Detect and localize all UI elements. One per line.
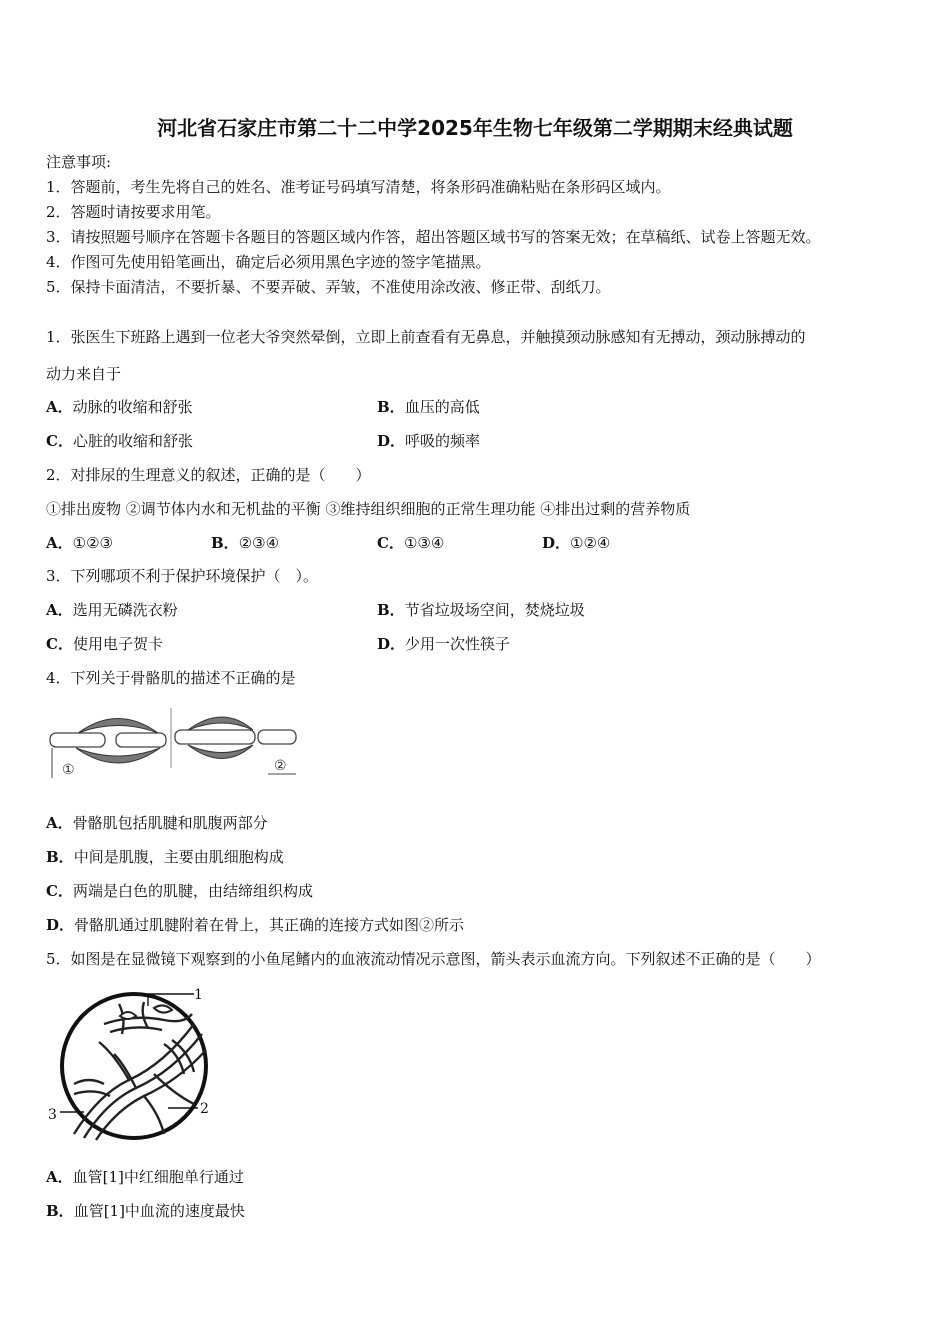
option-letter: A． [46, 534, 73, 552]
option-letter: D． [46, 916, 75, 934]
q2-statements: ①排出废物 ②调节体内水和无机盐的平衡 ③维持组织细胞的正常生理功能 ④排出过剩的营养物质 [46, 500, 691, 518]
blood-flow-figure [44, 984, 234, 1144]
figure-label-1: ① [62, 762, 75, 778]
q2-option-a [46, 533, 113, 553]
q3-option-c [46, 634, 163, 654]
q1-stem: 1．张医生下班路上遇到一位老大爷突然晕倒，立即上前查看有无鼻息，并触摸颈动脉感知有无搏动，颈动脉搏动的 [46, 328, 806, 346]
notice-item: 4．作图可先使用铅笔画出，确定后必须用黑色字迹的签字笔描黑。 [46, 253, 491, 271]
option-text: 血压的高低 [404, 398, 480, 416]
option-letter: B． [46, 848, 74, 866]
notice-heading: 注意事项: [46, 153, 112, 171]
option-letter: B． [46, 1202, 74, 1220]
option-letter: C． [46, 882, 73, 900]
option-letter: D． [377, 635, 406, 653]
option-text: 选用无磷洗衣粉 [72, 601, 178, 619]
q5-option-b [46, 1201, 245, 1221]
option-text: 心脏的收缩和舒张 [72, 432, 193, 450]
q2-option-b [211, 533, 279, 553]
muscle-bone-figure [48, 708, 298, 780]
option-text: ①②④ [570, 534, 611, 552]
figure-label-2: ② [274, 758, 287, 774]
q4-option-a [46, 813, 268, 833]
q1-stem-cont: 动力来自于 [46, 365, 122, 383]
q2-option-c [377, 533, 444, 553]
figure-label-3: 3 [48, 1107, 57, 1123]
option-letter: B． [377, 601, 405, 619]
option-text: 节省垃圾场空间，焚烧垃圾 [404, 601, 585, 619]
q1-option-b [377, 397, 480, 417]
option-letter: A． [46, 814, 73, 832]
q1-option-a [46, 397, 193, 417]
option-letter: B． [211, 534, 239, 552]
q1-option-c [46, 431, 193, 451]
figure-label-2: 2 [200, 1101, 209, 1117]
figure-panel-2 [175, 717, 296, 759]
q3-option-b [377, 600, 585, 620]
q5-option-a [46, 1167, 244, 1187]
option-letter: B． [377, 398, 405, 416]
q4-option-b [46, 847, 284, 867]
option-text: 中间是肌腹，主要由肌细胞构成 [73, 848, 284, 866]
option-text: 动脉的收缩和舒张 [72, 398, 193, 416]
option-text: ②③④ [238, 534, 280, 552]
option-letter: D． [377, 432, 406, 450]
notice-item: 1．答题前，考生先将自己的姓名、准考证号码填写清楚，将条形码准确粘贴在条形码区域内。 [46, 178, 671, 196]
option-text: 使用电子贺卡 [72, 635, 163, 653]
option-letter: A． [46, 1168, 73, 1186]
option-text: 骨骼肌通过肌腱附着在骨上，其正确的连接方式如图②所示 [74, 916, 465, 934]
option-text: 呼吸的频率 [405, 432, 481, 450]
option-text: ①②③ [72, 534, 113, 552]
option-text: ①③④ [403, 534, 445, 552]
notice-item: 5．保持卡面清洁，不要折暴、不要弄破、弄皱，不准使用涂改液、修正带、刮纸刀。 [46, 278, 611, 296]
q4-option-c [46, 881, 313, 901]
q5-stem: 5．如图是在显微镜下观察到的小鱼尾鳍内的血液流动情况示意图，箭头表示血流方向。下列叙述不正确的是（ ） [46, 950, 821, 968]
q3-option-a [46, 600, 178, 620]
q4-option-d [46, 915, 464, 935]
q3-stem: 3．下列哪项不利于保护环境保护（ ）。 [46, 567, 319, 585]
option-letter: C． [46, 432, 73, 450]
option-text: 骨骼肌包括肌腱和肌腹两部分 [72, 814, 268, 832]
option-letter: C． [377, 534, 404, 552]
option-letter: A． [46, 398, 73, 416]
page-title: 河北省石家庄市第二十二中学2025年生物七年级第二学期期末经典试题 [157, 116, 793, 140]
option-letter: D． [542, 534, 571, 552]
option-text: 少用一次性筷子 [405, 635, 511, 653]
q1-option-d [377, 431, 480, 451]
q4-stem: 4．下列关于骨骼肌的描述不正确的是 [46, 669, 296, 687]
option-text: 血管[1]中红细胞单行通过 [72, 1168, 244, 1186]
q3-option-d [377, 634, 510, 654]
option-text: 两端是白色的肌腱，由结缔组织构成 [72, 882, 313, 900]
option-text: 血管[1]中血流的速度最快 [73, 1202, 245, 1220]
option-letter: C． [46, 635, 73, 653]
q2-option-d [542, 533, 610, 553]
figure-label-1: 1 [194, 987, 203, 1003]
option-letter: A． [46, 601, 73, 619]
notice-item: 2．答题时请按要求用笔。 [46, 203, 221, 221]
q2-stem: 2．对排尿的生理意义的叙述，正确的是（ ） [46, 466, 371, 484]
notice-item: 3．请按照题号顺序在答题卡各题目的答题区域内作答，超出答题区域书写的答案无效；在草稿纸、试卷上答题无效。 [46, 228, 821, 246]
